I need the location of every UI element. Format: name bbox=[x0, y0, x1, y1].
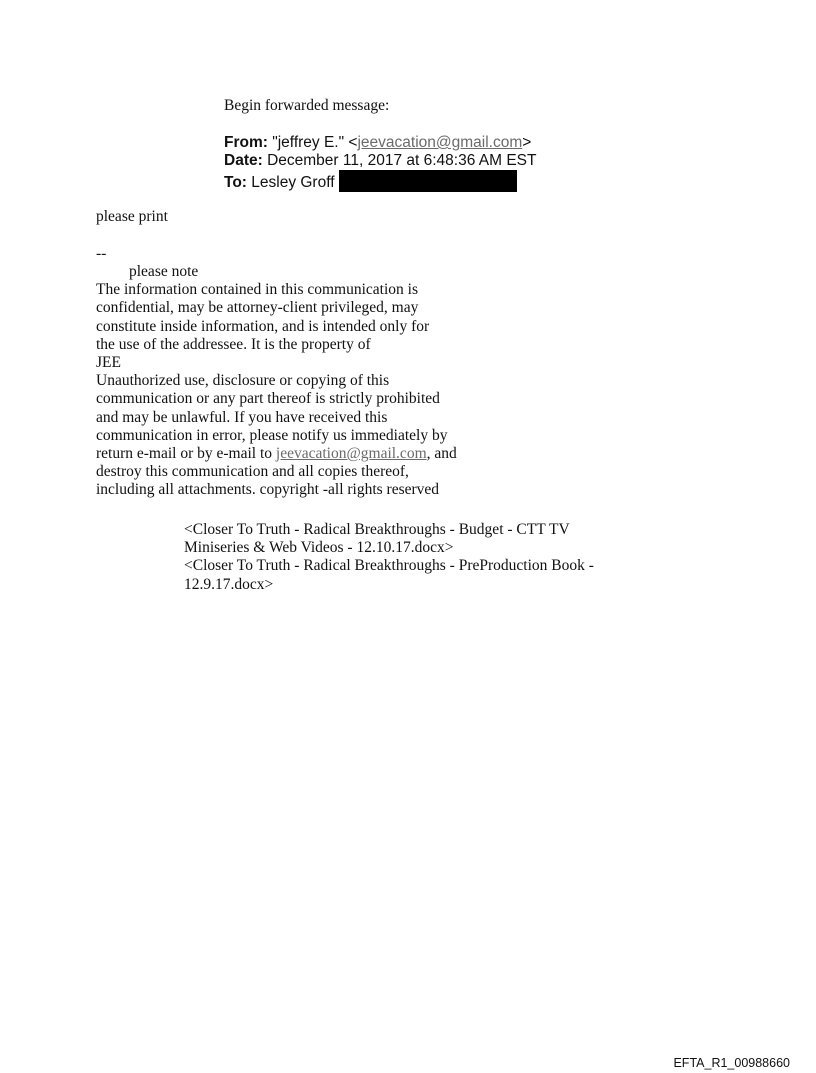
email-headers bbox=[224, 134, 536, 192]
disclaimer-line: the use of the addressee. It is the property of bbox=[96, 335, 371, 353]
disclaimer-line: constitute inside information, and is intended only for bbox=[96, 317, 430, 335]
from-email-link[interactable]: jeevacation@gmail.com bbox=[357, 134, 523, 151]
note-heading: please note bbox=[129, 263, 199, 280]
to-line bbox=[224, 170, 536, 192]
disclaimer-line: communication in error, please notify us immediately by bbox=[96, 426, 448, 444]
disclaimer-line: Unauthorized use, disclosure or copying of this bbox=[96, 372, 390, 390]
disclaimer bbox=[96, 263, 457, 500]
from-line bbox=[224, 134, 536, 152]
return-email-link[interactable]: jeevacation@gmail.com bbox=[275, 445, 427, 463]
return-suffix: , and bbox=[426, 445, 457, 463]
date-label: Date: bbox=[224, 152, 263, 169]
disclaimer-line: confidential, may be attorney-client privileged, may bbox=[96, 299, 419, 317]
attachment-line[interactable]: 12.9.17.docx> bbox=[184, 575, 274, 593]
return-prefix: return e-mail or by e-mail to bbox=[96, 445, 276, 463]
disclaimer-line: communication or any part thereof is strictly prohibited bbox=[96, 390, 440, 408]
disclaimer-line: The information contained in this communication is bbox=[96, 281, 418, 299]
disclaimer-line: including all attachments. copyright -all rights reserved bbox=[96, 481, 440, 499]
from-label: From: bbox=[224, 134, 268, 151]
date-value: December 11, 2017 at 6:48:36 AM EST bbox=[267, 152, 537, 169]
disclaimer-line: and may be unlawful. If you have received this bbox=[96, 408, 388, 426]
disclaimer-line: JEE bbox=[96, 354, 121, 372]
to-value: Lesley Groff bbox=[251, 174, 339, 191]
message-text: please print bbox=[96, 208, 168, 225]
attachment-line[interactable]: Miniseries & Web Videos - 12.10.17.docx> bbox=[184, 539, 454, 557]
date-line bbox=[224, 152, 536, 170]
signature-separator: -- bbox=[96, 245, 107, 262]
disclaimer-line: destroy this communication and all copies thereof, bbox=[96, 463, 409, 481]
attachment-line[interactable]: <Closer To Truth - Radical Breakthroughs - Budget - CTT TV bbox=[184, 521, 570, 538]
document-id: EFTA_R1_00988660 bbox=[673, 1056, 790, 1070]
forward-intro: Begin forwarded message: bbox=[224, 97, 390, 114]
from-name: "jeffrey E." < bbox=[272, 134, 358, 151]
attachment-line[interactable]: <Closer To Truth - Radical Breakthroughs - PreProduction Book - bbox=[184, 557, 594, 575]
from-close: > bbox=[522, 134, 532, 151]
redaction-block bbox=[339, 170, 517, 192]
return-email-line bbox=[96, 445, 457, 463]
attachments bbox=[184, 521, 594, 594]
to-label: To: bbox=[224, 174, 247, 191]
